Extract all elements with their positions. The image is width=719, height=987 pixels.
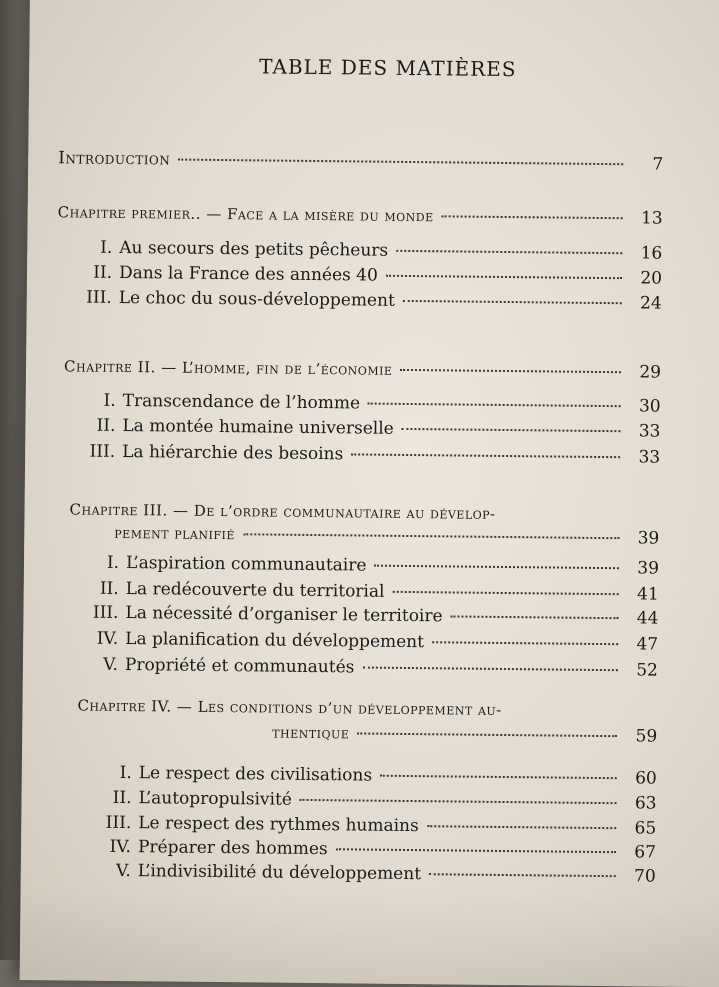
toc-chapter-4 xyxy=(272,723,657,747)
section-number: II. xyxy=(112,787,132,809)
toc-page-number: 33 xyxy=(638,421,661,442)
toc-chapter-1 xyxy=(58,202,663,228)
toc-page-number: 30 xyxy=(638,396,661,417)
toc-page-number: 59 xyxy=(635,726,658,747)
chapter-heading-continued: pement planifié xyxy=(114,523,236,544)
toc-section xyxy=(91,788,656,814)
section-number: I. xyxy=(106,552,120,573)
toc-page-number: 39 xyxy=(637,558,660,579)
toc-page-number: 60 xyxy=(635,768,657,789)
section-number: III. xyxy=(86,287,112,308)
leader-dots xyxy=(386,275,622,279)
section-label: La redécouverte du territorial xyxy=(125,579,385,602)
toc-page-number: 7 xyxy=(652,154,664,175)
leader-dots xyxy=(432,641,618,645)
toc-page-number: 24 xyxy=(640,293,662,314)
toc-section xyxy=(72,262,662,288)
section-number: IV. xyxy=(109,836,132,858)
toc-section xyxy=(91,837,656,863)
toc-section xyxy=(78,603,658,629)
section-label: La planification du développement xyxy=(125,629,425,653)
toc-page-number: 65 xyxy=(634,818,657,839)
leader-dots xyxy=(374,565,619,570)
leader-dots xyxy=(351,453,620,458)
section-number: V. xyxy=(103,654,119,675)
section-number: III. xyxy=(92,602,119,623)
section-label: La nécessité d’organiser le territoire xyxy=(125,603,443,627)
section-number: I. xyxy=(100,237,113,258)
chapter-heading: Chapitre II. — L’homme, fin de l’économie xyxy=(63,357,393,379)
leader-dots xyxy=(300,799,617,804)
toc-section xyxy=(78,629,658,655)
section-label: Propriété et communautés xyxy=(124,655,355,678)
book-page xyxy=(20,0,719,987)
leader-dots xyxy=(243,533,619,539)
page-bottom-shade xyxy=(20,890,719,987)
chapter-heading: Chapitre IV. — Les conditions d’un développement au- xyxy=(77,696,502,719)
toc-section xyxy=(72,237,662,263)
section-number: III. xyxy=(89,441,116,462)
section-label: L’autopropulsivité xyxy=(138,788,293,810)
section-number: I. xyxy=(119,762,132,784)
section-label: Le respect des civilisations xyxy=(138,763,373,786)
toc-section xyxy=(76,391,661,417)
section-label: Transcendance de l’homme xyxy=(122,390,361,414)
toc-section xyxy=(79,579,659,605)
toc-page-number: 67 xyxy=(634,842,657,863)
leader-dots xyxy=(396,250,622,254)
toc-page-number: 16 xyxy=(640,243,663,264)
toc-chapter-3 xyxy=(114,523,659,549)
toc-page-number: 63 xyxy=(634,793,657,814)
toc-page-number: 33 xyxy=(638,447,661,468)
leader-dots xyxy=(362,667,618,672)
chapter-heading: Chapitre III. — De l’ordre communautaire au dévelop- xyxy=(69,500,496,523)
toc-page-number: 29 xyxy=(639,362,662,383)
leader-dots xyxy=(357,732,617,737)
chapter-heading-continued: thentique xyxy=(272,723,350,743)
section-label: Au secours des petits pêcheurs xyxy=(119,237,389,261)
leader-dots xyxy=(401,369,622,373)
toc-entry-introduction xyxy=(58,148,663,174)
section-number: II. xyxy=(96,415,116,436)
section-number: III. xyxy=(105,812,132,834)
section-label: L’indivisibilité du développement xyxy=(137,861,422,885)
section-label: Le choc du sous-développement xyxy=(118,287,395,311)
leader-dots xyxy=(178,159,623,166)
leader-dots xyxy=(368,403,621,408)
leader-dots xyxy=(392,591,618,595)
toc-page-number: 70 xyxy=(634,866,656,887)
leader-dots xyxy=(451,615,619,619)
leader-dots xyxy=(429,873,616,877)
section-label: La montée humaine universelle xyxy=(122,415,394,439)
toc-page-number: 52 xyxy=(636,660,659,681)
leader-dots xyxy=(403,300,622,304)
leader-dots xyxy=(442,215,623,219)
toc-section xyxy=(91,861,656,887)
section-label: Dans la France des années 40 xyxy=(118,262,378,286)
section-label: Le respect des rythmes humains xyxy=(138,813,419,837)
toc-page-number: 39 xyxy=(637,528,660,549)
toc-label: Introduction xyxy=(58,148,171,170)
leader-dots xyxy=(402,428,621,432)
toc-chapter-2 xyxy=(64,356,661,382)
toc-section xyxy=(75,441,660,467)
toc-section xyxy=(79,553,659,579)
toc-section xyxy=(91,813,656,839)
toc-section xyxy=(92,763,657,789)
page-title: TABLE DES MATIÈRES xyxy=(259,54,517,82)
toc-section xyxy=(72,287,662,313)
toc-page-number: 44 xyxy=(636,608,659,629)
toc-section xyxy=(78,655,658,681)
toc-page-number: 41 xyxy=(636,584,659,605)
section-number: I. xyxy=(103,390,116,411)
toc-page-number: 20 xyxy=(640,268,663,289)
section-label: Préparer des hommes xyxy=(137,837,328,860)
section-label: L’aspiration communautaire xyxy=(125,553,367,576)
toc-chapter-4-heading xyxy=(77,697,657,721)
section-number: IV. xyxy=(96,628,119,649)
section-number: II. xyxy=(99,578,119,599)
section-number: II. xyxy=(93,262,113,283)
toc-page-number: 13 xyxy=(640,208,663,229)
toc-section xyxy=(75,416,660,442)
section-label: La hiérarchie des besoins xyxy=(122,441,344,465)
toc-chapter-3-heading xyxy=(69,500,659,524)
leader-dots xyxy=(380,775,617,779)
leader-dots xyxy=(427,825,616,829)
leader-dots xyxy=(336,848,616,853)
chapter-heading: Chapitre premier.. — Face a la misère du monde xyxy=(57,203,434,226)
toc-page-number: 47 xyxy=(636,634,659,655)
section-number: V. xyxy=(115,860,131,882)
